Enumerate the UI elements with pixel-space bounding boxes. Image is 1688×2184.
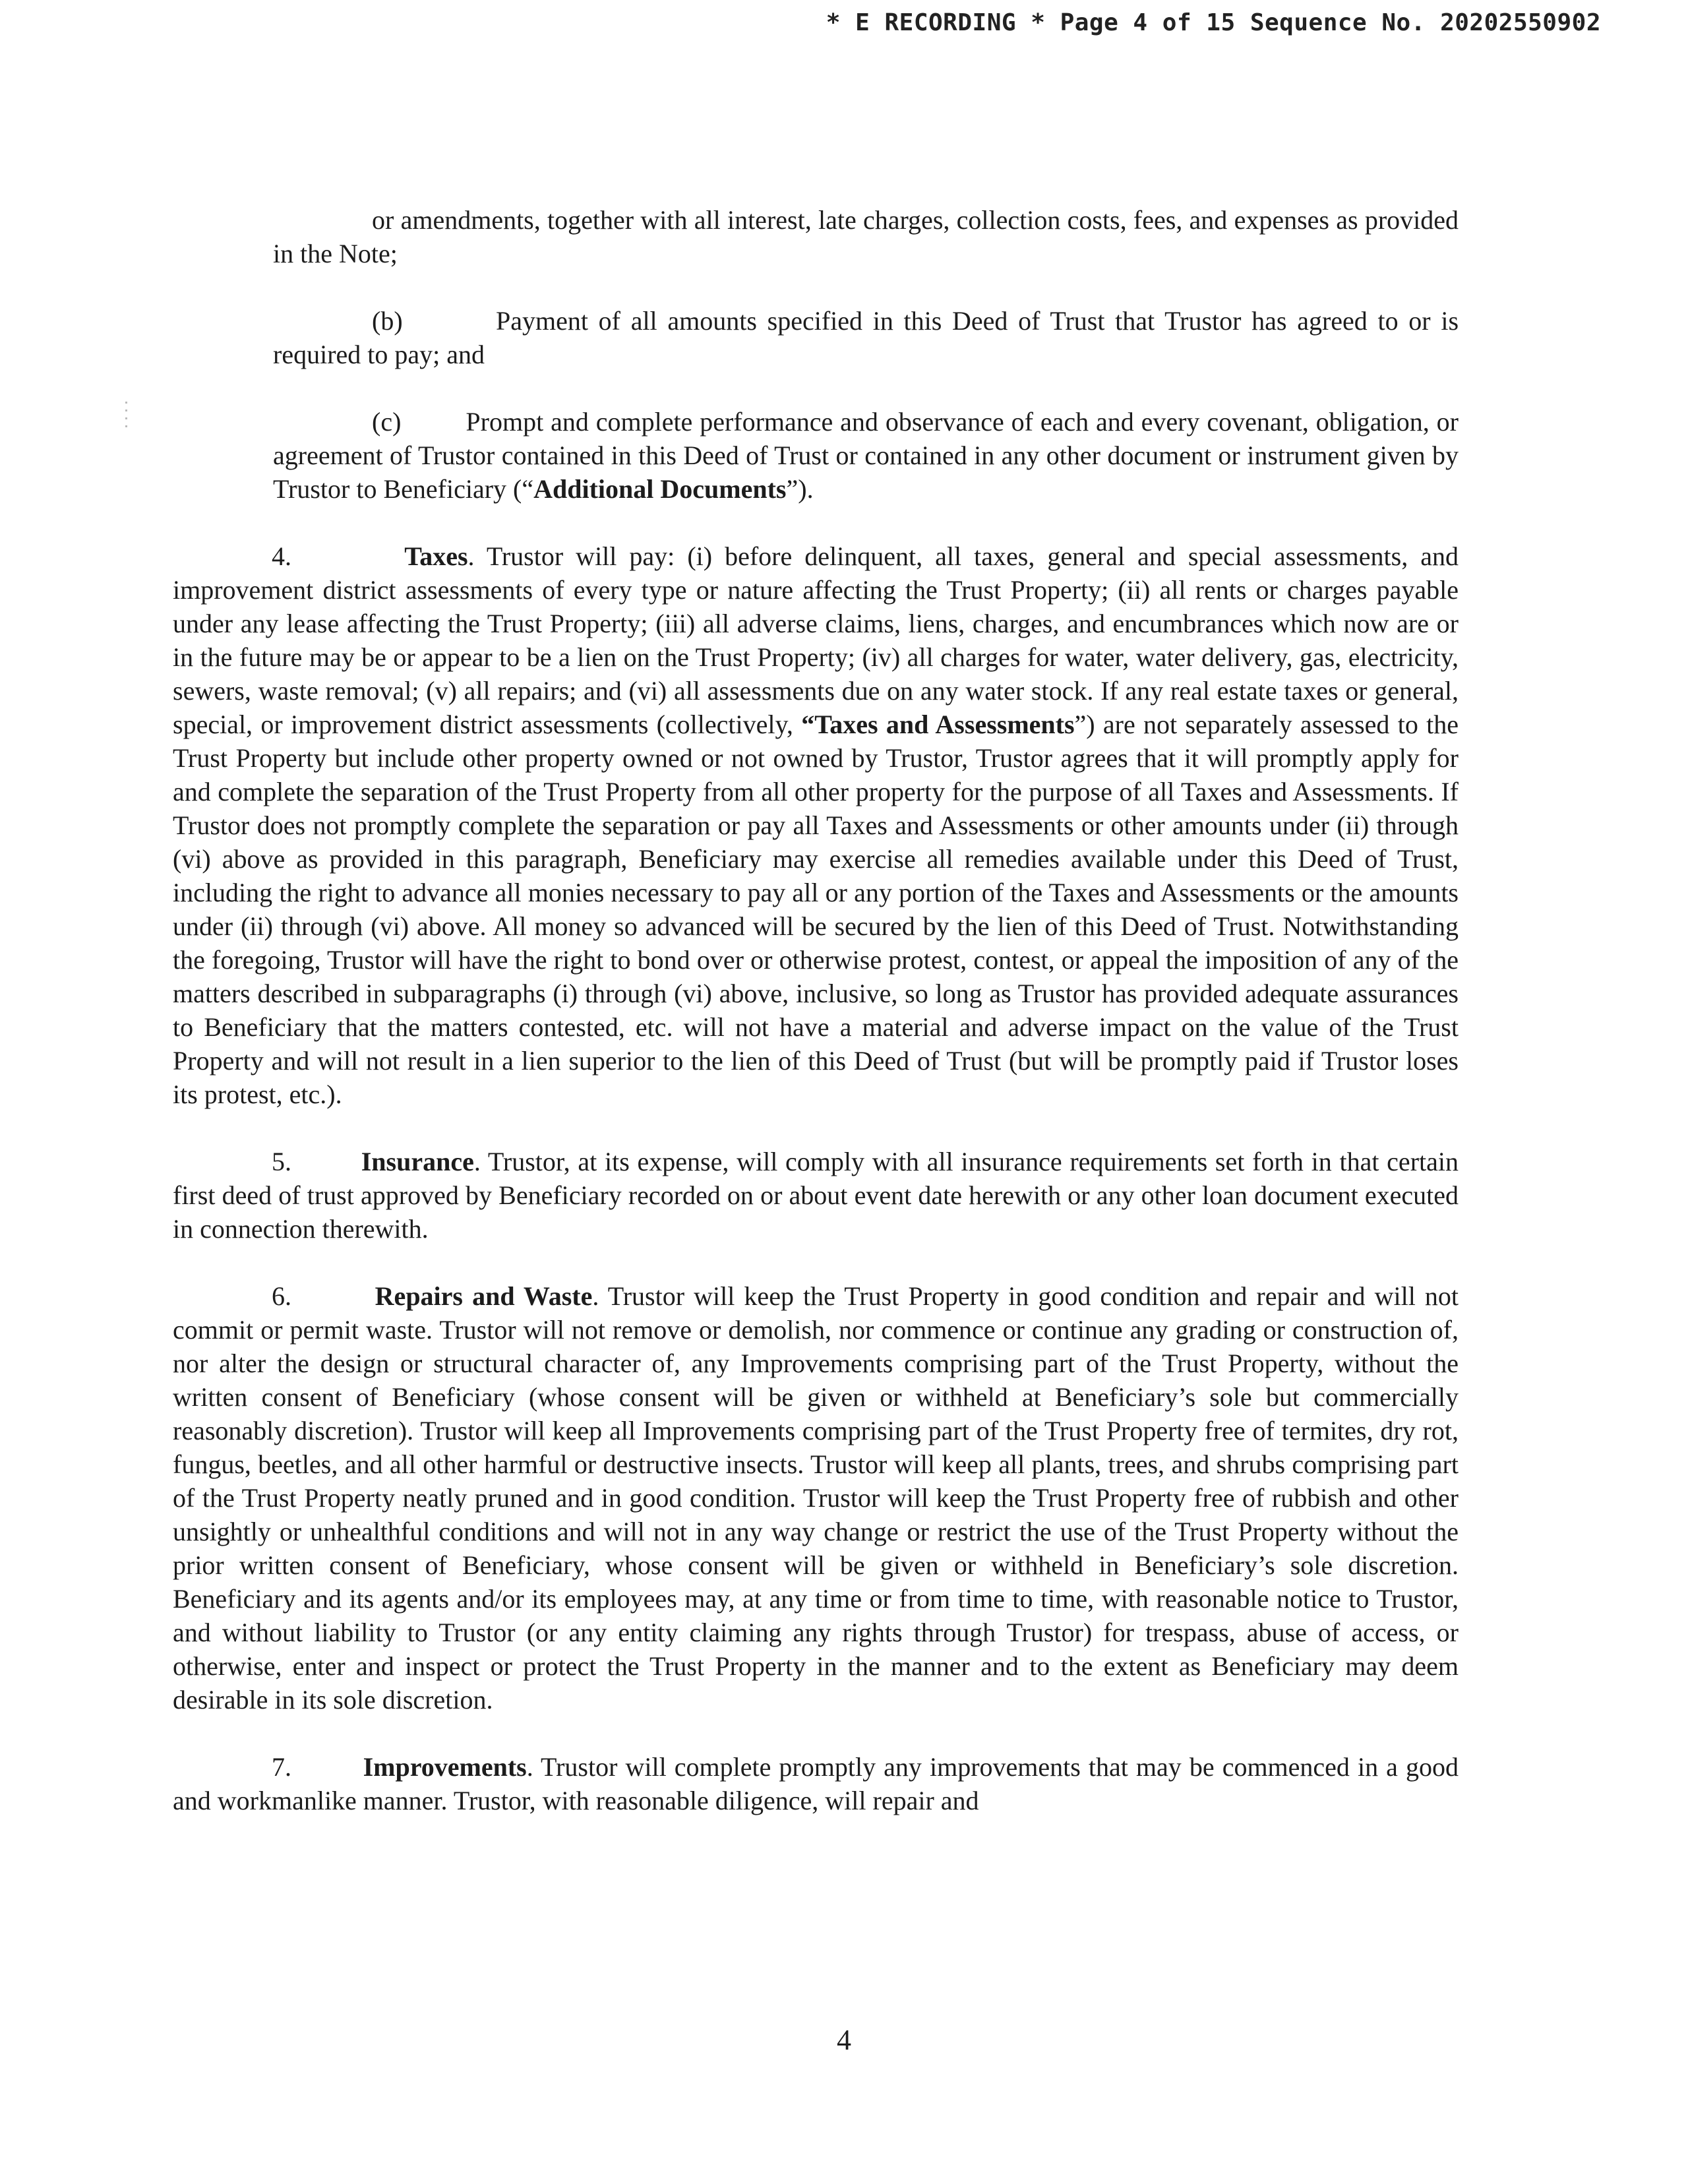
sub-item-continuation: or amendments, together with all interest, late charges, collection costs, fees, and expenses as provided in the Note; [273,205,1459,268]
section-number: 4. [272,541,291,571]
defined-term: “Taxes and Assessments [801,710,1075,739]
section-insurance: 5. Insurance. Trustor, at its expense, will comply with all insurance requirements set forth in that certain first deed of trust approved by Beneficiary recorded on or about event date herewith or any other loan document executed in connection therewith. [173,1147,1459,1244]
section-number: 7. [272,1752,291,1782]
section-heading: Taxes [404,541,468,571]
section-number: 5. [272,1147,291,1176]
sub-item-label: (c) [372,407,402,437]
sub-item-b: (b) Payment of all amounts specified in this Deed of Trust that Trustor has agreed to or is required to pay; and [273,306,1459,369]
section-number: 6. [272,1281,291,1311]
document-body [173,203,1459,1817]
recording-header: * E RECORDING * Page 4 of 15 Sequence No. 20202550902 [826,9,1601,36]
page-number: 4 [837,2024,851,2056]
margin-marks [125,396,131,462]
section-heading: Insurance [361,1147,474,1176]
section-repairs-and-waste: 6. Repairs and Waste. Trustor will keep the Trust Property in good condition and repair and will not commit or permit waste. Trustor will not remove or demolish, nor commence or continue any grading or construction of, nor alter the design or structural character of, any Improvements comprising part of the Trust Property, without the written consent of Beneficiary (whose consent will be given or withheld at Beneficiary’s sole but commercially reasonably discretion). Trustor will keep all Improvements comprising part of the Trust Property free of termites, dry rot, fungus, beetles, and all other harmful or destructive insects. Trustor will keep all plants, trees, and shrubs comprising part of the Trust Property neatly pruned and in good condition. Trustor will keep the Trust Property free of rubbish and other unsightly or unhealthful conditions and will not in any way change or restrict the use of the Trust Property without the prior written consent of Beneficiary, whose consent will be given or withheld in Beneficiary’s sole discretion. Beneficiary and its agents and/or its employees may, at any time or from time to time, with reasonable notice to Trustor, and without liability to Trustor (or any entity claiming any rights through Trustor) for trespass, abuse of access, or otherwise, enter and inspect or protect the Trust Property in the manner and to the extent as Beneficiary may deem desirable in its sole discretion. [173,1281,1459,1714]
section-heading: Improvements [363,1752,527,1782]
sub-item-label: (b) [372,306,403,336]
sub-item-c: (c) Prompt and complete performance and observance of each and every covenant, obligation, or agreement of Trustor contained in this Deed of Trust or contained in any other document or instrument given by Trustor to Beneficiary (“Additional Documents”). [273,407,1459,504]
section-improvements: 7. Improvements. Trustor will complete promptly any improvements that may be commenced in a good and workmanlike manner. Trustor, with reasonable diligence, will repair and [173,1752,1459,1815]
section-taxes: 4. Taxes. Trustor will pay: (i) before delinquent, all taxes, general and special assessments, and improvement district assessments of every type or nature affecting the Trust Property; (ii) all rents or charges payable under any lease affecting the Trust Property; (iii) all adverse claims, liens, charges, and encumbrances which now are or in the future may be or appear to be a lien on the Trust Property; (iv) all charges for water, water delivery, gas, electricity, sewers, waste removal; (v) all repairs; and (vi) all assessments due on any water stock. If any real estate taxes or general, special, or improvement district assessments (collectively, “Taxes and Assessments”) are not separately assessed to the Trust Property but include other property owned or not owned by Trustor, Trustor agrees that it will promptly apply for and complete the separation of the Trust Property from all other property for the purpose of all Taxes and Assessments. If Trustor does not promptly complete the separation or pay all Taxes and Assessments or other amounts under (ii) through (vi) above as provided in this paragraph, Beneficiary may exercise all remedies available under this Deed of Trust, including the right to advance all monies necessary to pay all or any portion of the Taxes and Assessments or the amounts under (ii) through (vi) above. All money so advanced will be secured by the lien of this Deed of Trust. Notwithstanding the foregoing, Trustor will have the right to bond over or otherwise protest, contest, or appeal the imposition of any of the matters described in subparagraphs (i) through (vi) above, inclusive, so long as Trustor has provided adequate assurances to Beneficiary that the matters contested, etc. will not have a material and adverse impact on the value of the Trust Property and will not result in a lien superior to the lien of this Deed of Trust (but will be promptly paid if Trustor loses its protest, etc.). [173,541,1459,1109]
defined-term: Additional Documents [533,474,787,504]
section-heading: Repairs and Waste [375,1281,593,1311]
sub-items [273,203,1459,506]
